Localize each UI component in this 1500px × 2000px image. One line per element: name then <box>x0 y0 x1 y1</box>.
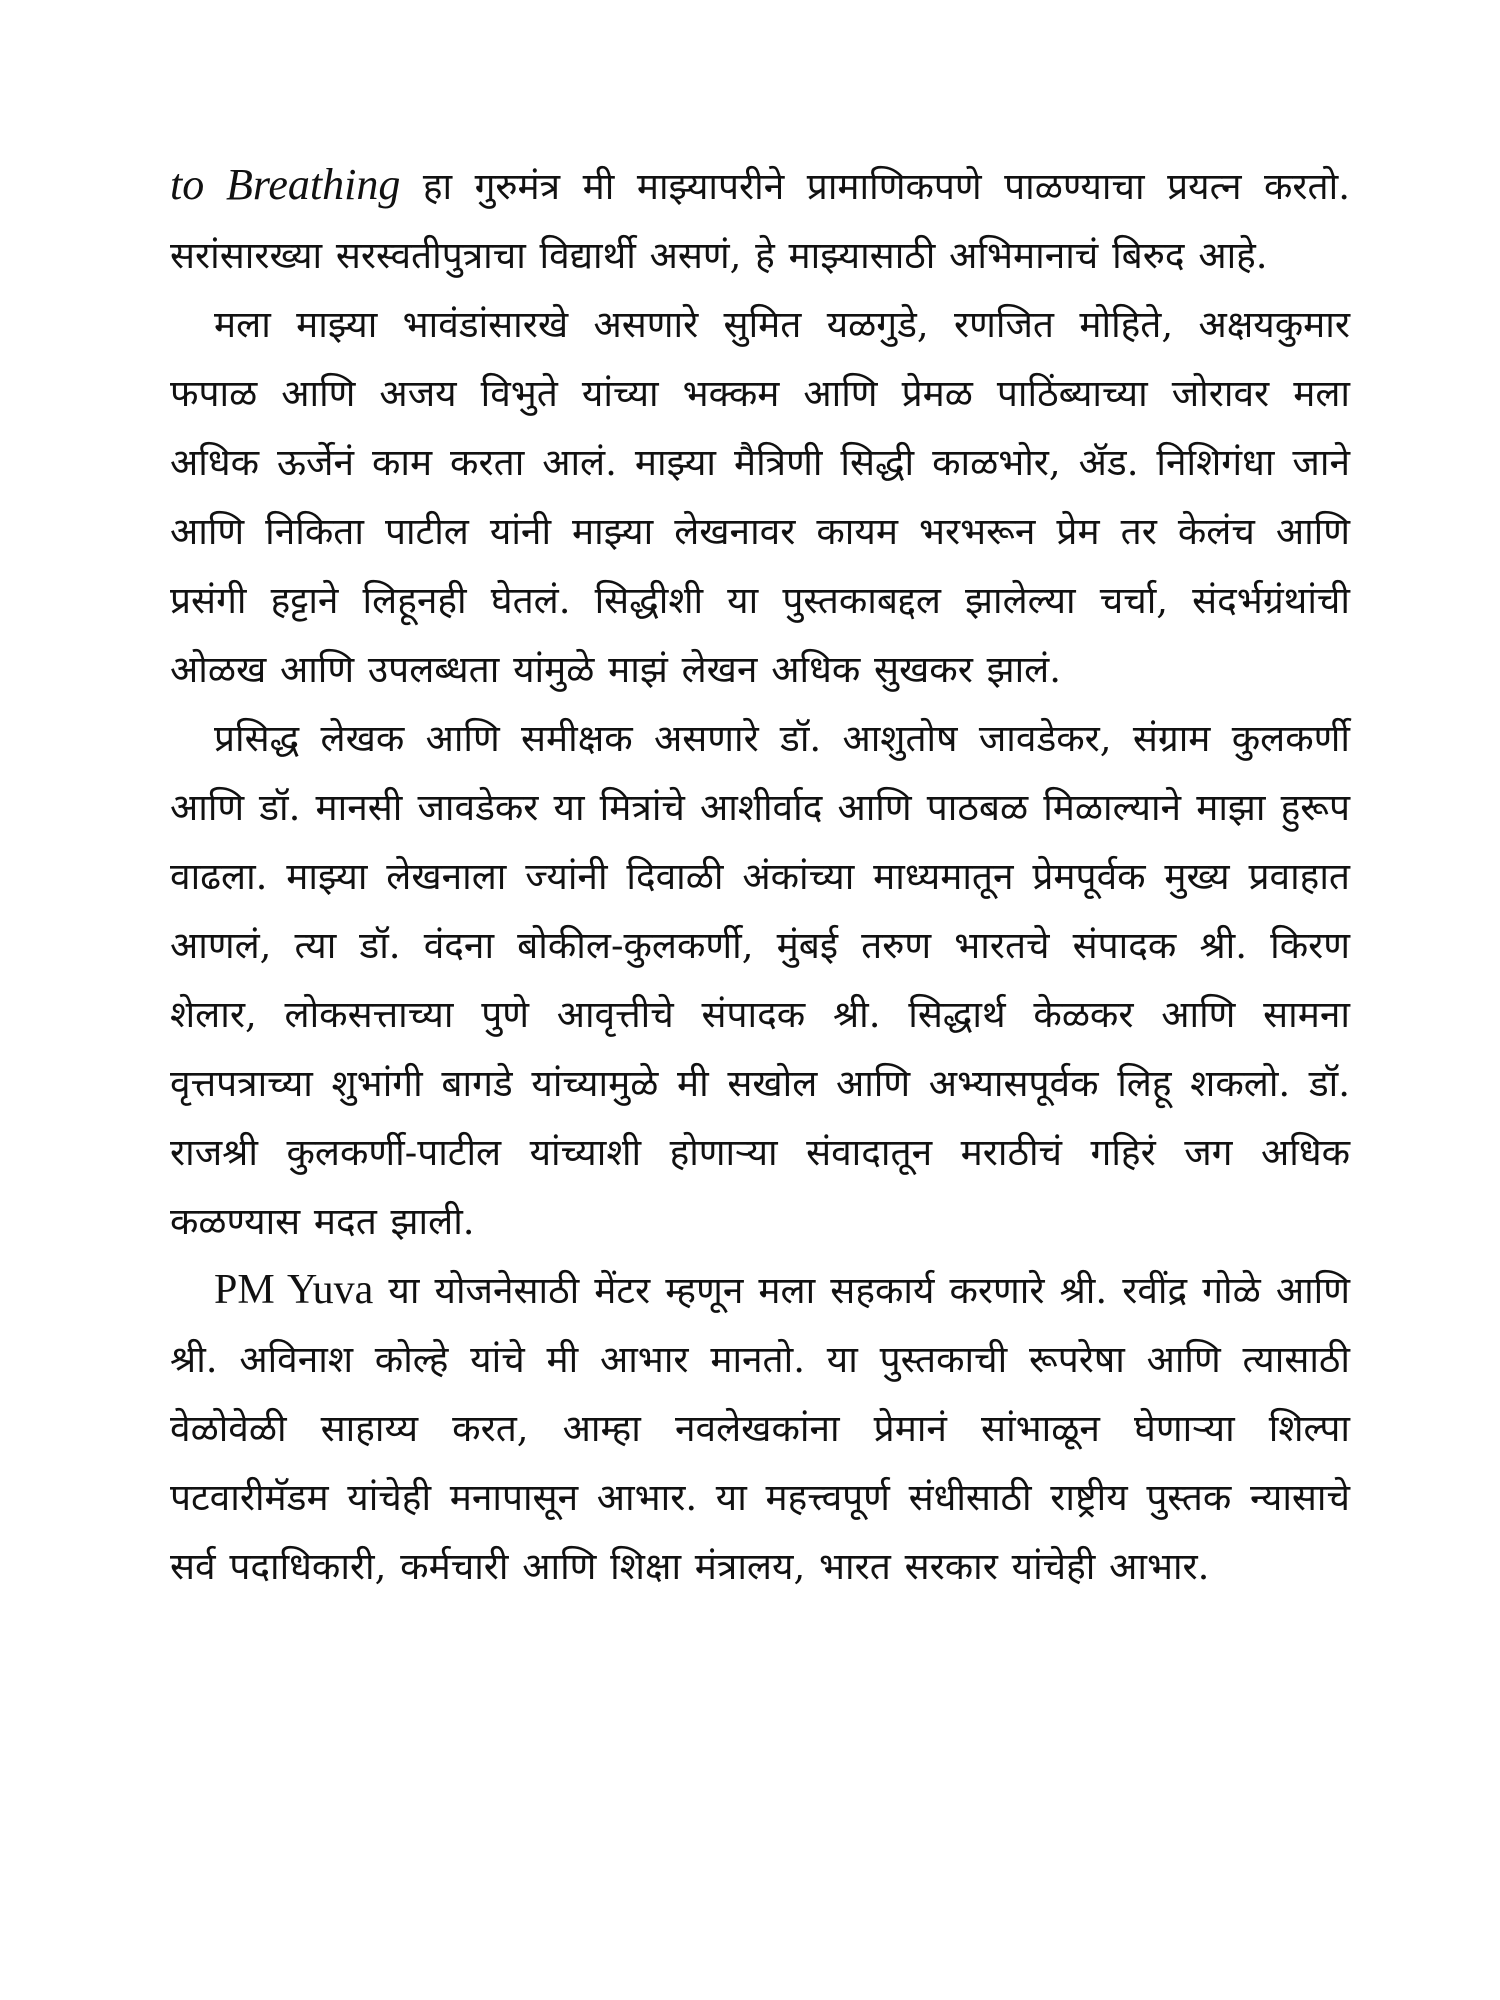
paragraph-text: हा गुरुमंत्र मी माझ्यापरीने प्रामाणिकपणे पाळण्याचा प्रयत्न करतो. सरांसारख्या सरस्वतीपुत्राचा विद्यार्थी असणं, हे माझ्यासाठी अभिमानाचं बिरुद आहे. <box>170 165 1350 277</box>
paragraph-text: मला माझ्या भावंडांसारखे असणारे सुमित यळगुडे, रणजित मोहिते, अक्षयकुमार फपाळ आणि अजय विभुते यांच्या भक्कम आणि प्रेमळ पाठिंब्याच्या जोरावर मला अधिक ऊर्जेनं काम करता आलं. माझ्या मैत्रिणी सिद्धी काळभोर, ॲड. निशिगंधा जाने आणि निकिता पाटील यांनी माझ्या लेखनावर कायम भरभरून प्रेम तर केलंच आणि प्रसंगी हट्टाने लिहूनही घेतलं. सिद्धीशी या पुस्तकाबद्दल झालेल्या चर्चा, संदर्भग्रंथांची ओळख आणि उपलब्धता यांमुळे माझं लेखन अधिक सुखकर झालं. <box>170 303 1350 691</box>
paragraph-pm-yuva <box>170 1256 1350 1601</box>
paragraph-guru-mantra <box>170 150 1350 290</box>
paragraph-text: या योजनेसाठी मेंटर म्हणून मला सहकार्य करणारे श्री. रवींद्र गोळे आणि श्री. अविनाश कोल्हे यांचे मी आभार मानतो. या पुस्तकाची रूपरेषा आणि त्यासाठी वेळोवेळी साहाय्य करत, आम्हा नवलेखकांना प्रेमानं सांभाळून घेणाऱ्या शिल्पा पटवारीमॅडम यांचेही मनापासून आभार. या महत्त्वपूर्ण संधीसाठी राष्ट्रीय पुस्तक न्यासाचे सर्व पदाधिकारी, कर्मचारी आणि शिक्षा मंत्रालय, भारत सरकार यांचेही आभार. <box>170 1269 1350 1588</box>
book-page <box>170 150 1350 1870</box>
italic-english-phrase: to Breathing <box>170 160 401 209</box>
english-scheme-name: PM Yuva <box>214 1267 374 1313</box>
paragraph-text: प्रसिद्ध लेखक आणि समीक्षक असणारे डॉ. आशुतोष जावडेकर, संग्राम कुलकर्णी आणि डॉ. मानसी जावडेकर या मित्रांचे आशीर्वाद आणि पाठबळ मिळाल्याने माझा हुरूप वाढला. माझ्या लेखनाला ज्यांनी दिवाळी अंकांच्या माध्यमातून प्रेमपूर्वक मुख्य प्रवाहात आणलं, त्या डॉ. वंदना बोकील-कुलकर्णी, मुंबई तरुण भारतचे संपादक श्री. किरण शेलार, लोकसत्ताच्या पुणे आवृत्तीचे संपादक श्री. सिद्धार्थ केळकर आणि सामना वृत्तपत्राच्या शुभांगी बागडे यांच्यामुळे मी सखोल आणि अभ्यासपूर्वक लिहू शकलो. डॉ. राजश्री कुलकर्णी-पाटील यांच्याशी होणाऱ्या संवादातून मराठीचं गहिरं जग अधिक कळण्यास मदत झाली. <box>170 717 1350 1243</box>
paragraph-writers-editors <box>170 704 1350 1256</box>
paragraph-siblings-friends <box>170 290 1350 704</box>
